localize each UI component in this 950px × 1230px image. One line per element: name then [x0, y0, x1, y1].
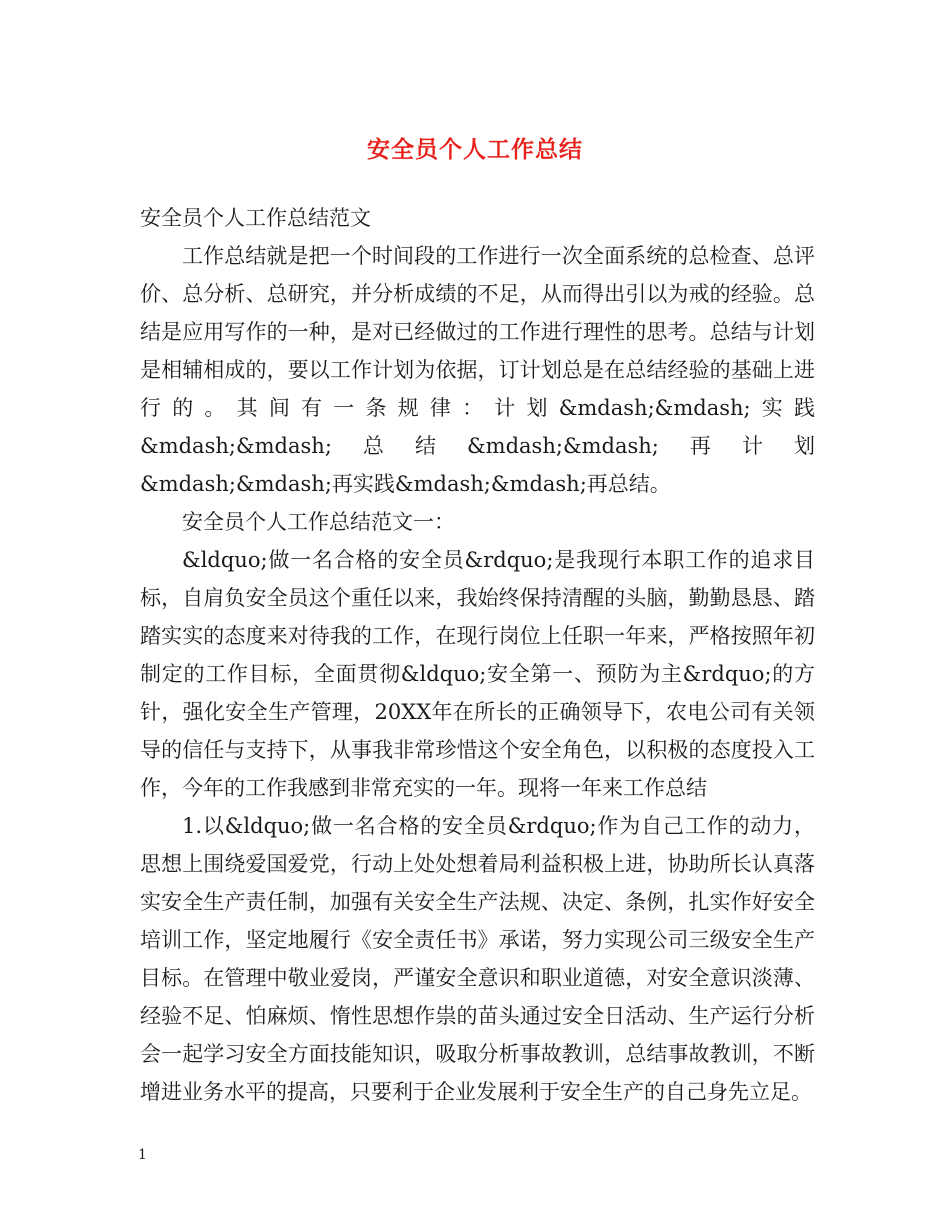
document-title: 安全员个人工作总结 [367, 137, 583, 163]
paragraph-goal: &ldquo;做一名合格的安全员&rdquo;是我现行本职工作的追求目标，自肩负安全员这个重任以来，我始终保持清醒的头脑，勤勤恳恳、踏踏实实的态度来对待我的工作，在现行岗位上任职一年来，严格按照年初制定的工作目标，全面贯彻&ldquo;安全第一、预防为主&rdquo;的方针，强化安全生产管理，20XX年在所长的正确领导下，农电公司有关领导的信任与支持下，从事我非常珍惜这个安全角色，以积极的态度投入工作，今年的工作我感到非常充实的一年。现将一年来工作总结 [140, 548, 815, 800]
paragraph-item-1: 1.以&ldquo;做一名合格的安全员&rdquo;作为自己工作的动力，思想上围绕爱国爱党，行动上处处想着局利益积极上进，协助所长认真落实安全生产责任制，加强有关安全生产法规、决定、条例，扎实作好安全培训工作，坚定地履行《安全责任书》承诺，努力实现公司三级安全生产目标。在管理中敬业爱岗，严谨安全意识和职业道德，对安全意识淡薄、经验不足、怕麻烦、惰性思想作祟的苗头通过安全日活动、生产运行分析会一起学习安全方面技能知识，吸取分析事故教训，总结事故教训，不断增进业务水平的提高，只要利于企业发展利于安全生产的自己身先立足。 [140, 814, 815, 1104]
subtitle: 安全员个人工作总结范文 [140, 206, 371, 230]
document-body [140, 199, 815, 1111]
paragraph-intro: 工作总结就是把一个时间段的工作进行一次全面系统的总检查、总评价、总分析、总研究，并分析成绩的不足，从而得出引以为戒的经验。总结是应用写作的一种，是对已经做过的工作进行理性的思考。总结与计划是相辅相成的，要以工作计划为依据，订计划总是在总结经验的基础上进行的。其间有一条规律：计划&mdash;&mdash;实践&mdash;&mdash;总结&mdash;&mdash;再计划&mdash;&mdash;再实践&mdash;&mdash;再总结。 [140, 244, 815, 496]
page-number: 1 [138, 1147, 147, 1163]
paragraph-section-heading: 安全员个人工作总结范文一： [182, 510, 455, 534]
